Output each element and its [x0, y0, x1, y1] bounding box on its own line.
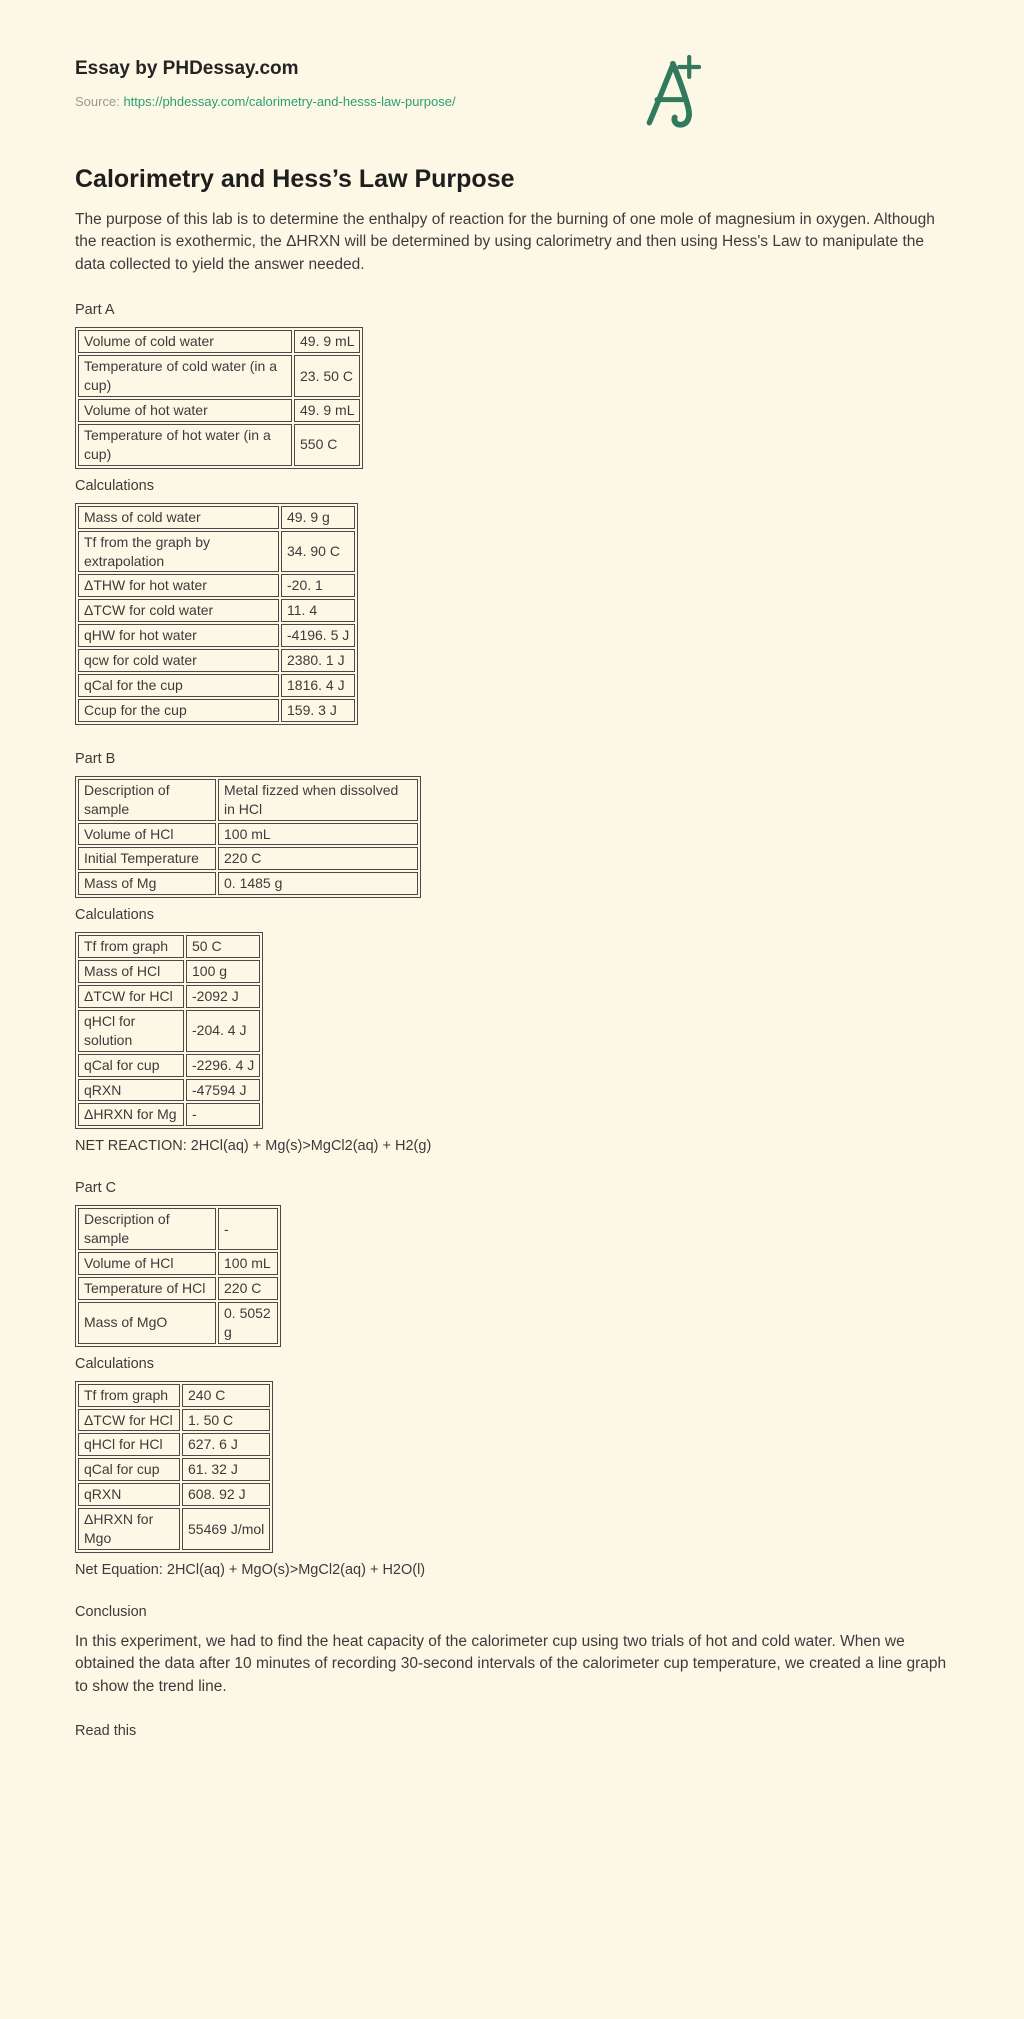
table-cell-label: qcw for cold water: [78, 649, 279, 672]
part-b-calculations-label: Calculations: [75, 907, 154, 924]
table-row: [78, 1010, 260, 1052]
part-a-label: Part A: [75, 302, 115, 319]
table-row: [78, 399, 360, 422]
table-row: [78, 1103, 260, 1126]
table-row: [78, 424, 360, 466]
intro-paragraph: The purpose of this lab is to determine the enthalpy of reaction for the burning of one mole of magnesium in oxygen. Although the reaction is exothermic, the ΔHRXN will be determined by using calorimetry and then using Hess's Law to manipulate the data collected to yield the answer needed.: [75, 211, 935, 273]
table-cell-value: 627. 6 J: [182, 1433, 270, 1456]
part-c-calculations-label: Calculations: [75, 1355, 154, 1372]
table-cell-value: 550 C: [294, 424, 360, 466]
source-line: [75, 94, 955, 109]
table-cell-label: Volume of HCl: [78, 823, 216, 846]
table-cell-value: 34. 90 C: [281, 531, 355, 573]
table-cell-label: Temperature of hot water (in a cup): [78, 424, 292, 466]
table-cell-label: ΔHRXN for Mg: [78, 1103, 184, 1126]
part-a-calculations-table: [75, 503, 358, 725]
table-cell-value: 100 mL: [218, 1252, 278, 1275]
net-equation-text: Net Equation: 2HCl(aq) + MgO(s)>MgCl2(aq) + H2O(l): [75, 1561, 426, 1578]
table-row: [78, 599, 355, 622]
table-cell-value: 50 C: [186, 935, 260, 958]
source-label: Source:: [75, 94, 120, 109]
part-c-label: Part C: [75, 1180, 117, 1197]
table-cell-label: ΔTCW for HCl: [78, 1409, 180, 1432]
table-row: [78, 823, 418, 846]
table-cell-label: qHW for hot water: [78, 624, 279, 647]
table-cell-value: 0. 5052 g: [218, 1302, 278, 1344]
table-cell-value: 11. 4: [281, 599, 355, 622]
table-cell-value: 240 C: [182, 1384, 270, 1407]
conclusion-paragraph: In this experiment, we had to find the heat capacity of the calorimeter cup using two trials of hot and cold water. When we obtained the data after 10 minutes of recording 30-second intervals of the calorimeter cup temperature, we created a line graph to show the trend line.: [75, 1632, 947, 1695]
table-cell-value: 220 C: [218, 1277, 278, 1300]
net-reaction-text: NET REACTION: 2HCl(aq) + Mg(s)>MgCl2(aq) + H2(g): [75, 1138, 432, 1155]
table-row: [78, 1277, 278, 1300]
table-cell-value: 220 C: [218, 847, 418, 870]
article-title: Calorimetry and Hess’s Law Purpose: [75, 165, 515, 193]
table-cell-label: qCal for cup: [78, 1458, 180, 1481]
table-cell-value: 61. 32 J: [182, 1458, 270, 1481]
section-part-a: [75, 302, 955, 724]
table-cell-value: 49. 9 mL: [294, 330, 360, 353]
table-cell-label: Description of sample: [78, 1208, 216, 1250]
table-cell-value: 49. 9 g: [281, 506, 355, 529]
table-cell-value: -2092 J: [186, 985, 260, 1008]
table-row: [78, 699, 355, 722]
table-cell-value: -2296. 4 J: [186, 1054, 260, 1077]
table-row: [78, 1054, 260, 1077]
table-cell-value: 23. 50 C: [294, 355, 360, 397]
table-cell-value: 1816. 4 J: [281, 674, 355, 697]
table-cell-label: Volume of hot water: [78, 399, 292, 422]
table-cell-value: 2380. 1 J: [281, 649, 355, 672]
table-cell-label: Ccup for the cup: [78, 699, 279, 722]
table-row: [78, 506, 355, 529]
part-a-table: [75, 327, 363, 468]
table-cell-label: Initial Temperature: [78, 847, 216, 870]
part-b-table: [75, 776, 421, 898]
table-cell-label: qHCl for HCl: [78, 1433, 180, 1456]
table-cell-label: Tf from graph: [78, 1384, 180, 1407]
table-cell-label: Volume of cold water: [78, 330, 292, 353]
table-cell-label: ΔTCW for HCl: [78, 985, 184, 1008]
table-cell-label: qRXN: [78, 1483, 180, 1506]
phdessay-a-plus-logo: [643, 52, 701, 130]
table-cell-value: -47594 J: [186, 1079, 260, 1102]
section-part-b: [75, 751, 955, 1155]
table-row: [78, 355, 360, 397]
table-cell-label: ΔTHW for hot water: [78, 574, 279, 597]
table-cell-label: Volume of HCl: [78, 1252, 216, 1275]
table-cell-value: 100 mL: [218, 823, 418, 846]
table-cell-label: qCal for the cup: [78, 674, 279, 697]
table-cell-value: Metal fizzed when dissolved in HCl: [218, 779, 418, 821]
source-link[interactable]: https://phdessay.com/calorimetry-and-hesss-law-purpose/: [123, 94, 456, 109]
table-row: [78, 1208, 278, 1250]
table-row: [78, 1458, 270, 1481]
conclusion-label: Conclusion: [75, 1603, 147, 1620]
table-row: [78, 531, 355, 573]
table-cell-label: Mass of MgO: [78, 1302, 216, 1344]
part-c-table: [75, 1205, 281, 1346]
table-row: [78, 1252, 278, 1275]
table-cell-label: Tf from graph: [78, 935, 184, 958]
table-row: [78, 779, 418, 821]
table-row: [78, 985, 260, 1008]
table-cell-label: ΔHRXN for Mgo: [78, 1508, 180, 1550]
table-row: [78, 674, 355, 697]
table-cell-value: 49. 9 mL: [294, 399, 360, 422]
table-row: [78, 330, 360, 353]
table-cell-value: -: [186, 1103, 260, 1126]
table-row: [78, 649, 355, 672]
read-this-link[interactable]: Read this: [75, 1723, 137, 1740]
part-c-calculations-table: [75, 1381, 273, 1553]
table-row: [78, 1302, 278, 1344]
table-cell-value: -: [218, 1208, 278, 1250]
table-row: [78, 1079, 260, 1102]
table-cell-label: Temperature of HCl: [78, 1277, 216, 1300]
table-cell-value: 608. 92 J: [182, 1483, 270, 1506]
part-a-calculations-label: Calculations: [75, 477, 154, 494]
table-cell-value: 100 g: [186, 960, 260, 983]
table-cell-value: -20. 1: [281, 574, 355, 597]
table-cell-label: Mass of cold water: [78, 506, 279, 529]
table-cell-label: Temperature of cold water (in a cup): [78, 355, 292, 397]
table-cell-label: qCal for cup: [78, 1054, 184, 1077]
table-row: [78, 1433, 270, 1456]
table-row: [78, 935, 260, 958]
table-cell-label: Description of sample: [78, 779, 216, 821]
table-row: [78, 1409, 270, 1432]
table-row: [78, 847, 418, 870]
table-cell-label: Mass of Mg: [78, 872, 216, 895]
table-cell-label: ΔTCW for cold water: [78, 599, 279, 622]
table-row: [78, 1508, 270, 1550]
table-cell-label: Mass of HCl: [78, 960, 184, 983]
table-row: [78, 960, 260, 983]
table-cell-value: -204. 4 J: [186, 1010, 260, 1052]
table-row: [78, 1384, 270, 1407]
table-cell-value: 55469 J/mol: [182, 1508, 270, 1550]
table-cell-label: qRXN: [78, 1079, 184, 1102]
essay-by-heading: Essay by PHDessay.com: [75, 58, 299, 79]
section-part-c: [75, 1180, 955, 1578]
table-row: [78, 574, 355, 597]
essay-content: [75, 0, 955, 1740]
section-conclusion: [75, 1604, 955, 1698]
table-cell-value: 1. 50 C: [182, 1409, 270, 1432]
table-cell-label: Tf from the graph by extrapolation: [78, 531, 279, 573]
table-cell-value: -4196. 5 J: [281, 624, 355, 647]
table-cell-label: qHCl for solution: [78, 1010, 184, 1052]
table-row: [78, 624, 355, 647]
table-cell-value: 0. 1485 g: [218, 872, 418, 895]
table-row: [78, 1483, 270, 1506]
part-b-calculations-table: [75, 932, 263, 1129]
table-cell-value: 159. 3 J: [281, 699, 355, 722]
a-plus-icon: [643, 52, 701, 130]
part-b-label: Part B: [75, 750, 116, 767]
table-row: [78, 872, 418, 895]
